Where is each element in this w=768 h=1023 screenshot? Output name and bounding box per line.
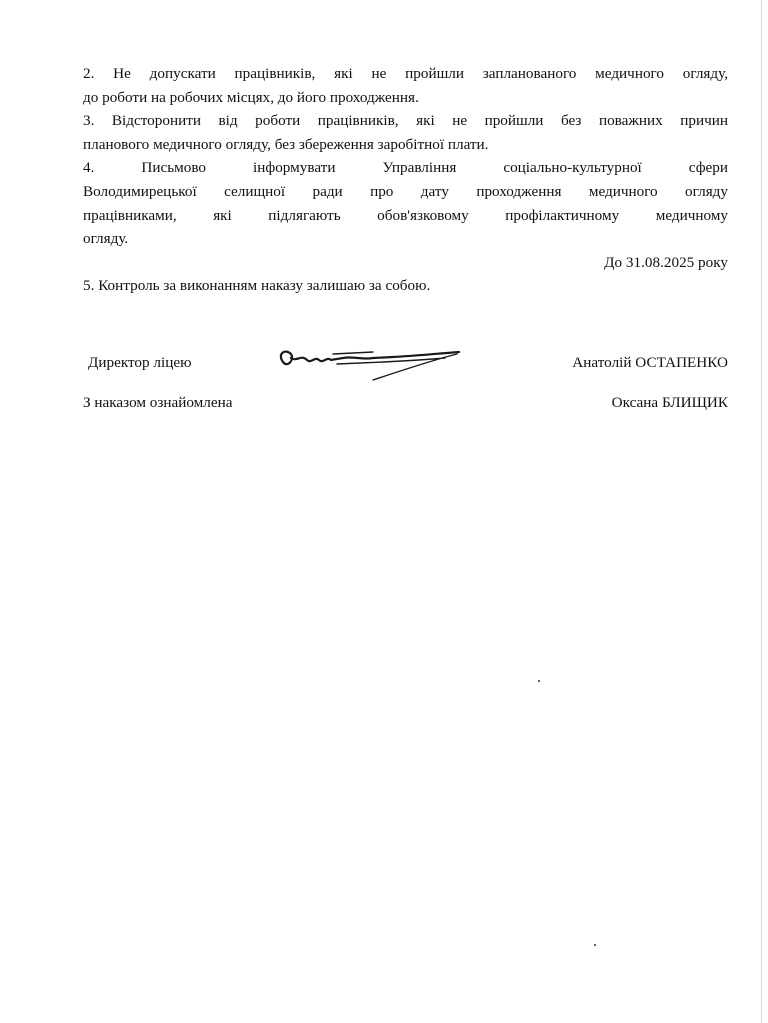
signature-block (83, 340, 728, 390)
item-4-line-2: Володимирецької селищної ради про дату проходження медичного огляду (83, 182, 728, 200)
item-2-line-1: 2. Не допускати працівників, які не пройшли запланованого медичного огляду, (83, 65, 728, 82)
item-3-line-1: 3. Відсторонити від роботи працівників, які не пройшли без поважних причин (83, 112, 728, 130)
item-2-line-2: до роботи на робочих місцях, до його проходження. (83, 88, 419, 106)
item-4-line-1: 4. Письмово інформувати Управління соціально-культурної сфери (83, 159, 728, 177)
acknowledgement-name: Оксана БЛИЩИК (611, 394, 728, 411)
item-4-line-4: огляду. (83, 230, 129, 248)
item-4-line-3: працівниками, які підлягають обов'язковому профілактичному медичному (83, 206, 728, 224)
deadline-date: До 31.08.2025 року (604, 253, 728, 271)
director-role: Директор ліцею (88, 354, 192, 371)
item-3-line-2: планового медичного огляду, без збереження заробітної плати. (83, 135, 489, 153)
item-5: 5. Контроль за виконанням наказу залишаю за собою. (83, 277, 431, 295)
director-name: Анатолій ОСТАПЕНКО (572, 354, 728, 371)
order-body (83, 62, 728, 298)
page-edge (761, 0, 762, 1023)
speck (594, 944, 596, 946)
acknowledgement-label: З наказом ознайомлена (83, 394, 233, 411)
speck (538, 680, 540, 682)
signature-image (273, 340, 463, 384)
